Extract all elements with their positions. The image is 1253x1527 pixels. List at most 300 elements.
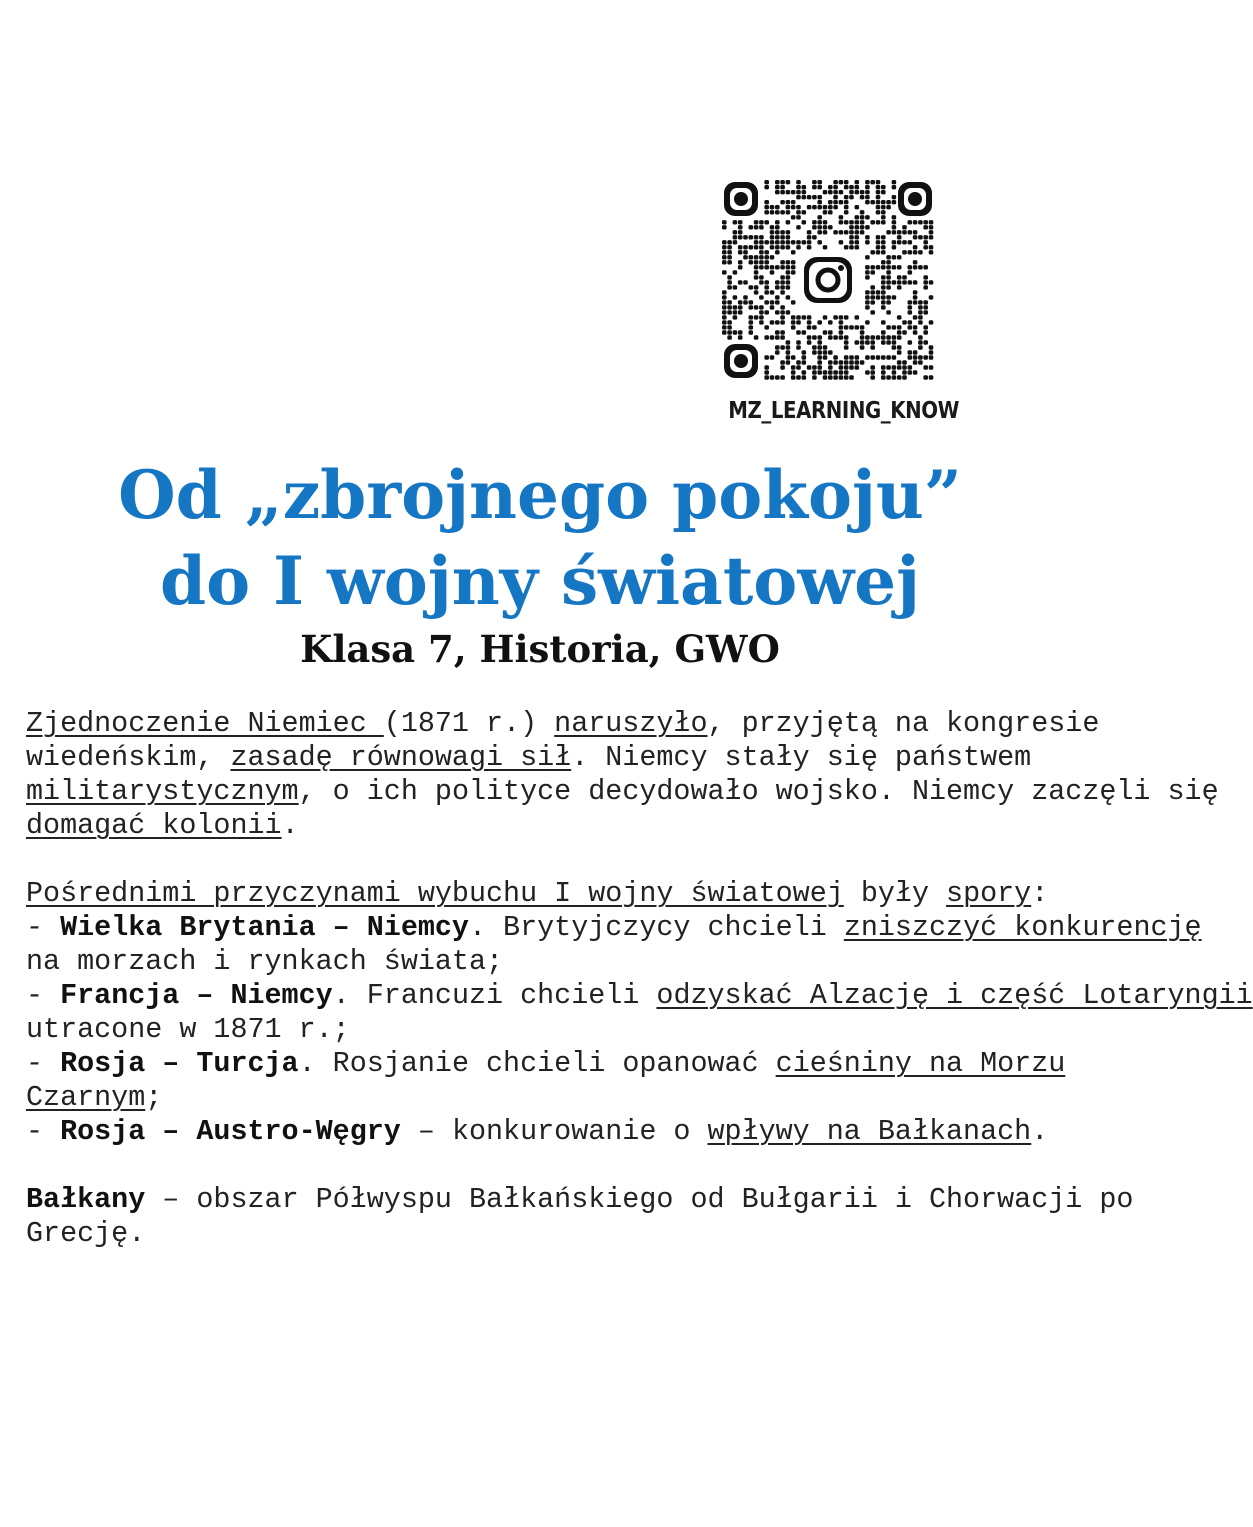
qr-module [876,245,881,249]
qr-module [923,265,928,269]
qr-module [738,280,743,284]
qr-module [844,345,849,349]
qr-module [849,245,854,249]
qr-module [791,270,796,274]
qr-module [855,215,860,219]
qr-module [727,280,732,284]
qr-module [923,325,928,329]
qr-module [786,245,791,249]
qr-module [749,225,754,229]
text-span: Pośrednimi przyczynami wybuchu I wojny światowej [26,877,844,910]
qr-module [876,290,881,294]
qr-module [759,315,764,319]
qr-module [870,200,875,204]
qr-module [892,230,897,234]
qr-module [892,365,897,369]
qr-module [881,295,886,299]
qr-module [913,250,918,254]
qr-module [738,250,743,254]
qr-module [780,275,785,279]
qr-module [865,270,870,274]
qr-module [775,250,780,254]
qr-module [860,330,865,334]
qr-module [908,325,913,329]
qr-module [775,295,780,299]
qr-module [923,225,928,229]
qr-module [918,265,923,269]
qr-module [791,265,796,269]
qr-module [860,195,865,199]
qr-module [812,195,817,199]
qr-module [844,375,849,379]
list-item-continuation: na morzach i rynkach świata; [26,945,504,978]
qr-module [828,320,833,324]
qr-module [876,295,881,299]
qr-module [897,235,902,239]
text-span: domagać kolonii [26,809,282,842]
qr-module [770,225,775,229]
qr-module [780,345,785,349]
qr-module [828,375,833,379]
qr-module [780,375,785,379]
qr-module [865,300,870,304]
qr-module [764,375,769,379]
qr-module [839,200,844,204]
qr-module [786,205,791,209]
qr-module [865,235,870,239]
qr-module [923,235,928,239]
qr-module [913,370,918,374]
text-span: , przyjętą na kongresie [707,707,1100,740]
qr-module [929,230,934,234]
qr-module [855,360,860,364]
qr-module [791,300,796,304]
qr-module [786,350,791,354]
qr-module [812,335,817,339]
qr-module [817,355,822,359]
paragraph-line [26,809,1066,843]
qr-module [722,270,727,274]
qr-module [902,370,907,374]
qr-module [833,375,838,379]
qr-module [849,375,854,379]
qr-module [754,245,759,249]
qr-code [722,180,934,380]
qr-module [908,370,913,374]
qr-module [892,195,897,199]
qr-module [786,345,791,349]
qr-module [833,230,838,234]
qr-module [823,210,828,214]
qr-module [833,190,838,194]
qr-module [802,330,807,334]
qr-module [796,180,801,184]
qr-module [881,365,886,369]
qr-module [791,200,796,204]
qr-module [764,325,769,329]
qr-module [844,205,849,209]
qr-module [775,220,780,224]
text-span: odzyskać Alzację i część Lotaryngii [656,979,1253,1012]
qr-module [881,375,886,379]
qr-module [722,290,727,294]
qr-module [764,335,769,339]
paragraph-unification [26,707,1219,843]
paragraph-balkans [26,1183,1134,1251]
qr-module [754,255,759,259]
qr-module [892,185,897,189]
qr-module [865,295,870,299]
qr-module [892,280,897,284]
qr-module [881,305,886,309]
qr-module [796,190,801,194]
qr-module [886,295,891,299]
qr-module [929,320,934,324]
qr-module [881,355,886,359]
qr-module [743,255,748,259]
qr-module [775,375,780,379]
qr-module [780,330,785,334]
qr-module [918,340,923,344]
qr-module [849,195,854,199]
qr-module [770,305,775,309]
qr-module [839,220,844,224]
qr-module [807,195,812,199]
qr-module [865,255,870,259]
qr-module [918,335,923,339]
qr-module [786,240,791,244]
qr-module [817,230,822,234]
qr-module [860,345,865,349]
qr-module [923,330,928,334]
qr-module [839,375,844,379]
qr-code-icon[interactable] [722,180,934,380]
list-item-continuation: utracone w 1871 r.; [26,1013,350,1046]
qr-module [807,315,812,319]
qr-module [823,220,828,224]
qr-module [855,340,860,344]
qr-module [881,265,886,269]
qr-module [881,330,886,334]
qr-module [855,205,860,209]
qr-module [775,225,780,229]
qr-module [812,365,817,369]
qr-module [892,265,897,269]
qr-module [881,335,886,339]
qr-module [749,320,754,324]
qr-module [860,220,865,224]
qr-module [849,185,854,189]
qr-module [786,220,791,224]
qr-module [759,310,764,314]
qr-module [817,370,822,374]
qr-module [908,320,913,324]
qr-module [913,295,918,299]
qr-module [860,340,865,344]
qr-module [770,320,775,324]
qr-module [844,335,849,339]
qr-module [886,275,891,279]
qr-module [786,340,791,344]
qr-module [923,280,928,284]
qr-module [722,250,727,254]
qr-module [770,255,775,259]
qr-module [743,295,748,299]
qr-module [743,235,748,239]
qr-module [775,320,780,324]
qr-module [722,295,727,299]
qr-module [764,210,769,214]
qr-module [849,225,854,229]
qr-module [727,310,732,314]
qr-module [870,335,875,339]
qr-module [929,245,934,249]
qr-module [828,185,833,189]
qr-module [929,235,934,239]
qr-module [780,185,785,189]
text-span: Francja – Niemcy [60,979,333,1012]
qr-module [812,205,817,209]
qr-module [828,350,833,354]
qr-module [897,275,902,279]
qr-module [770,265,775,269]
qr-module [881,300,886,304]
qr-module [754,220,759,224]
text-span: spory [946,877,1032,910]
qr-module [886,260,891,264]
qr-module [780,315,785,319]
qr-module [780,260,785,264]
qr-module [743,300,748,304]
paragraph-line [26,1183,1134,1217]
qr-module [897,230,902,234]
instagram-handle: MZ_LEARNING_KNOW [728,398,960,424]
text-span: naruszyło [554,707,708,740]
qr-module [780,245,785,249]
qr-module [929,225,934,229]
qr-module [828,370,833,374]
qr-module [929,280,934,284]
qr-module [844,370,849,374]
qr-module [817,195,822,199]
qr-module [855,225,860,229]
qr-module [770,240,775,244]
qr-module [902,275,907,279]
qr-module [733,285,738,289]
qr-module [913,360,918,364]
qr-module [754,275,759,279]
page-title-line2: do I wojny światowej [159,542,921,620]
qr-module [918,315,923,319]
qr-module [881,280,886,284]
qr-module [823,355,828,359]
qr-module [897,240,902,244]
qr-module [923,365,928,369]
qr-module [833,355,838,359]
qr-module [817,365,822,369]
qr-module [870,370,875,374]
qr-module [733,235,738,239]
qr-module [870,295,875,299]
qr-module [780,360,785,364]
qr-module [786,265,791,269]
qr-module [849,360,854,364]
qr-module [749,325,754,329]
qr-module [892,245,897,249]
qr-module [743,280,748,284]
qr-module [786,210,791,214]
qr-module [823,330,828,334]
qr-module [780,310,785,314]
qr-module [855,235,860,239]
qr-module [754,290,759,294]
qr-module [849,230,854,234]
qr-module [817,320,822,324]
qr-module [865,225,870,229]
qr-module [902,375,907,379]
qr-module [802,220,807,224]
qr-module [886,265,891,269]
qr-module [833,195,838,199]
qr-module [807,240,812,244]
qr-module [849,220,854,224]
qr-module [823,315,828,319]
qr-module [849,355,854,359]
qr-module [865,240,870,244]
qr-module [923,285,928,289]
qr-module [791,190,796,194]
qr-module [828,200,833,204]
qr-module [722,255,727,259]
qr-module [923,275,928,279]
qr-module [759,265,764,269]
qr-module [759,245,764,249]
qr-module [913,290,918,294]
qr-module [770,300,775,304]
qr-module [764,205,769,209]
list-item [26,979,1253,1013]
qr-module [844,360,849,364]
qr-module [902,280,907,284]
qr-module [775,310,780,314]
qr-module [865,200,870,204]
qr-module [733,305,738,309]
text-span: Rosja – Turcja [60,1047,299,1080]
text-span: . [281,809,299,842]
qr-module [780,335,785,339]
qr-module [860,190,865,194]
qr-module [786,280,791,284]
qr-module [727,240,732,244]
qr-module [918,355,923,359]
text-span: - [26,1047,61,1080]
qr-module [865,195,870,199]
qr-module [892,295,897,299]
qr-module [823,190,828,194]
qr-module [886,335,891,339]
qr-module [770,235,775,239]
qr-module [881,220,886,224]
qr-module [764,260,769,264]
qr-module [839,370,844,374]
qr-module [902,330,907,334]
qr-module [722,330,727,334]
qr-module [881,245,886,249]
qr-module [817,340,822,344]
qr-module [870,285,875,289]
qr-module [817,205,822,209]
qr-module [786,355,791,359]
qr-module [764,240,769,244]
qr-module [727,325,732,329]
qr-module [929,220,934,224]
text-span: . [1031,1115,1049,1148]
qr-module [881,190,886,194]
qr-module [892,225,897,229]
qr-module [881,275,886,279]
qr-module [855,220,860,224]
qr-module [786,180,791,184]
qr-module [855,365,860,369]
qr-module [865,275,870,279]
text-span: - [26,979,61,1012]
qr-module [754,235,759,239]
qr-module [791,205,796,209]
qr-module [839,320,844,324]
qr-module [817,345,822,349]
qr-module [775,345,780,349]
qr-module [881,240,886,244]
qr-finder-top-left [724,182,758,216]
qr-module [722,300,727,304]
qr-module [886,355,891,359]
qr-module [770,245,775,249]
qr-module [870,290,875,294]
qr-module [807,245,812,249]
text-span: . Francuzi chcieli [332,979,657,1012]
qr-module [876,250,881,254]
qr-module [929,355,934,359]
qr-module [876,235,881,239]
qr-module [812,325,817,329]
qr-module [886,230,891,234]
text-span: . Niemcy stały się państwem [571,741,1032,774]
qr-module [839,190,844,194]
qr-finder-bottom-left [724,344,758,378]
qr-module [870,270,875,274]
qr-module [881,205,886,209]
qr-module [897,255,902,259]
qr-module [802,370,807,374]
qr-module [839,365,844,369]
list-item [26,911,1202,945]
qr-module [833,370,838,374]
qr-module [865,190,870,194]
qr-module [839,325,844,329]
qr-module [833,200,838,204]
qr-module [754,285,759,289]
qr-module [812,350,817,354]
qr-module [786,270,791,274]
qr-module [796,210,801,214]
qr-module [775,245,780,249]
qr-module [833,335,838,339]
qr-module [849,325,854,329]
qr-module [860,215,865,219]
qr-module [849,365,854,369]
qr-module [780,230,785,234]
qr-module [881,215,886,219]
